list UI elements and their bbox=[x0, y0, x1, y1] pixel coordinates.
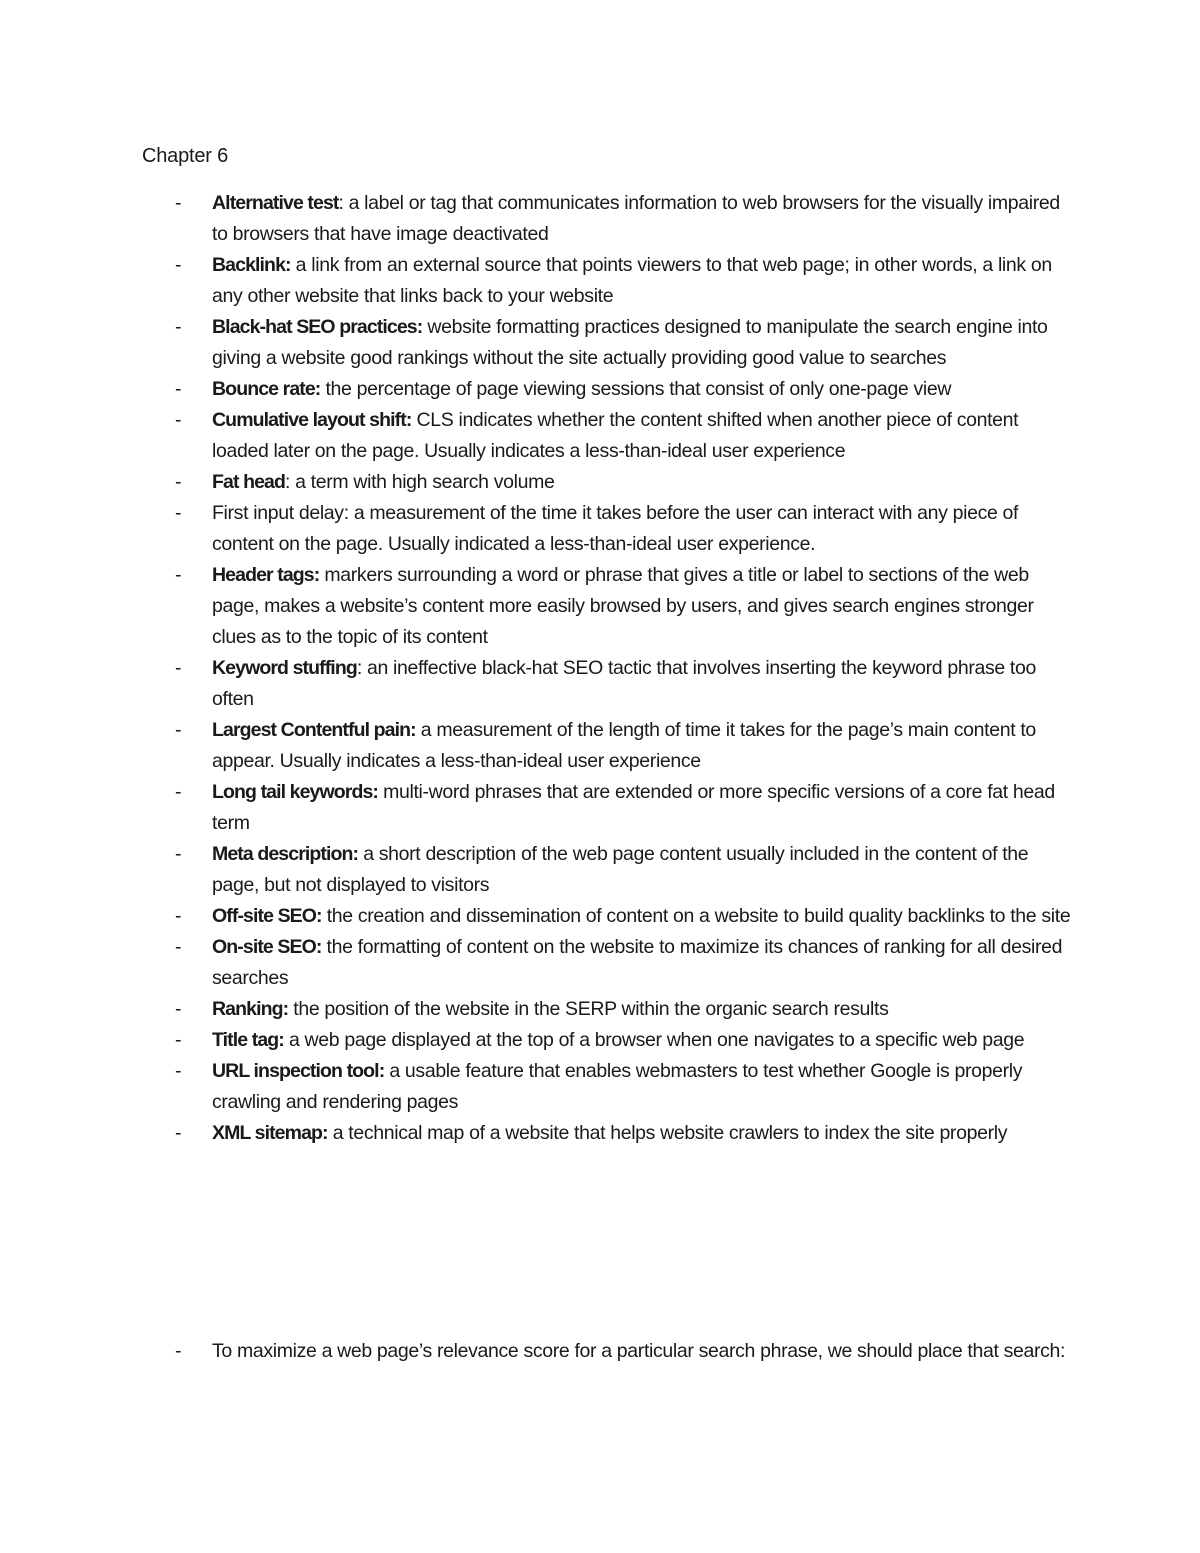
glossary-term: Keyword stuffing bbox=[212, 657, 357, 679]
glossary-item bbox=[175, 374, 1075, 405]
bullet-dash: - bbox=[175, 719, 182, 741]
glossary-item bbox=[175, 467, 1075, 498]
glossary-item bbox=[175, 839, 1075, 901]
glossary-item bbox=[175, 932, 1075, 994]
bullet-dash: - bbox=[175, 1340, 182, 1362]
glossary-definition: the position of the website in the SERP within the organic search results bbox=[288, 998, 889, 1020]
glossary-item bbox=[175, 715, 1075, 777]
bullet-dash: - bbox=[175, 502, 182, 524]
glossary-definition: markers surrounding a word or phrase that gives a title or label to sections of the web page, makes a website’s content more easily browsed by users, and gives search engines stronger clues as to the topic of its content bbox=[212, 564, 1034, 648]
bullet-dash: - bbox=[175, 1029, 182, 1051]
bullet-dash: - bbox=[175, 998, 182, 1020]
glossary-item bbox=[175, 1025, 1075, 1056]
glossary-definition: CLS indicates whether the content shifted when another piece of content loaded later on the page. Usually indicates a less-than-ideal user experience bbox=[212, 409, 1019, 462]
question-text: To maximize a web page’s relevance score for a particular search phrase, we should place that search: bbox=[212, 1340, 1066, 1362]
glossary-definition: the percentage of page viewing sessions that consist of only one-page view bbox=[320, 378, 952, 400]
bullet-dash: - bbox=[175, 1122, 182, 1144]
glossary-definition: a measurement of the length of time it takes for the page’s main content to appear. Usually indicates a less-than-ideal user experience bbox=[212, 719, 1036, 772]
glossary-term: On-site SEO: bbox=[212, 936, 322, 958]
glossary-item bbox=[175, 405, 1075, 467]
glossary-definition: a short description of the web page content usually included in the content of the page, but not displayed to visitors bbox=[212, 843, 1029, 896]
glossary-item bbox=[175, 250, 1075, 312]
glossary-term: Black-hat SEO practices: bbox=[212, 316, 423, 338]
glossary-term: First input delay bbox=[212, 502, 344, 524]
glossary-item bbox=[175, 994, 1075, 1025]
bullet-dash: - bbox=[175, 657, 182, 679]
glossary-definition: : a label or tag that communicates information to web browsers for the visually impaired to browsers that have image deactivated bbox=[212, 192, 1060, 245]
glossary-term: Cumulative layout shift: bbox=[212, 409, 412, 431]
bullet-dash: - bbox=[175, 378, 182, 400]
glossary-term: Ranking: bbox=[212, 998, 289, 1020]
glossary-item bbox=[175, 1056, 1075, 1118]
bullet-dash: - bbox=[175, 843, 182, 865]
glossary-definition: the creation and dissemination of content on a website to build quality backlinks to the site bbox=[321, 905, 1071, 927]
bullet-dash: - bbox=[175, 781, 182, 803]
bullet-dash: - bbox=[175, 254, 182, 276]
glossary-definition: a technical map of a website that helps website crawlers to index the site properly bbox=[327, 1122, 1008, 1144]
glossary-item bbox=[175, 1118, 1075, 1149]
glossary-definition: the formatting of content on the website to maximize its chances of ranking for all desired searches bbox=[212, 936, 1063, 989]
bullet-dash: - bbox=[175, 905, 182, 927]
glossary-term: Alternative test bbox=[212, 192, 339, 214]
question-list bbox=[175, 1336, 1075, 1367]
glossary-definition: : a term with high search volume bbox=[284, 471, 555, 493]
bullet-dash: - bbox=[175, 192, 182, 214]
glossary-item bbox=[175, 777, 1075, 839]
bullet-dash: - bbox=[175, 316, 182, 338]
glossary-definition: website formatting practices designed to manipulate the search engine into giving a website good rankings without the site actually providing good value to searches bbox=[212, 316, 1048, 369]
glossary-term: Meta description: bbox=[212, 843, 359, 865]
glossary-term: Fat head bbox=[212, 471, 285, 493]
glossary-term: Header tags: bbox=[212, 564, 320, 586]
bullet-dash: - bbox=[175, 471, 182, 493]
glossary-term: URL inspection tool: bbox=[212, 1060, 385, 1082]
glossary-item bbox=[175, 188, 1075, 250]
glossary-item bbox=[175, 312, 1075, 374]
glossary-list bbox=[175, 188, 1075, 1149]
glossary-item bbox=[175, 653, 1075, 715]
glossary-definition: multi-word phrases that are extended or more specific versions of a core fat head term bbox=[212, 781, 1055, 834]
glossary-definition: : an ineffective black-hat SEO tactic that involves inserting the keyword phrase too often bbox=[212, 657, 1036, 710]
bullet-dash: - bbox=[175, 409, 182, 431]
glossary-term: Off-site SEO: bbox=[212, 905, 322, 927]
bullet-dash: - bbox=[175, 564, 182, 586]
glossary-definition: a web page displayed at the top of a browser when one navigates to a specific web page bbox=[283, 1029, 1025, 1051]
glossary-term: Largest Contentful pain: bbox=[212, 719, 416, 741]
question-item bbox=[175, 1336, 1075, 1367]
bullet-dash: - bbox=[175, 1060, 182, 1082]
glossary-term: Backlink: bbox=[212, 254, 291, 276]
glossary-definition: : a measurement of the time it takes before the user can interact with any piece of content on the page. Usually indicated a less-than-ideal user experience. bbox=[212, 502, 1019, 555]
glossary-term: XML sitemap: bbox=[212, 1122, 328, 1144]
glossary-item bbox=[175, 901, 1075, 932]
glossary-definition: a usable feature that enables webmasters to test whether Google is properly crawling and rendering pages bbox=[212, 1060, 1023, 1113]
glossary-definition: a link from an external source that points viewers to that web page; in other words, a link on any other website that links back to your website bbox=[212, 254, 1052, 307]
glossary-item bbox=[175, 498, 1075, 560]
glossary-term: Bounce rate: bbox=[212, 378, 321, 400]
glossary-term: Long tail keywords: bbox=[212, 781, 379, 803]
chapter-title: Chapter 6 bbox=[142, 145, 229, 167]
glossary-term: Title tag: bbox=[212, 1029, 284, 1051]
bullet-dash: - bbox=[175, 936, 182, 958]
glossary-item bbox=[175, 560, 1075, 653]
